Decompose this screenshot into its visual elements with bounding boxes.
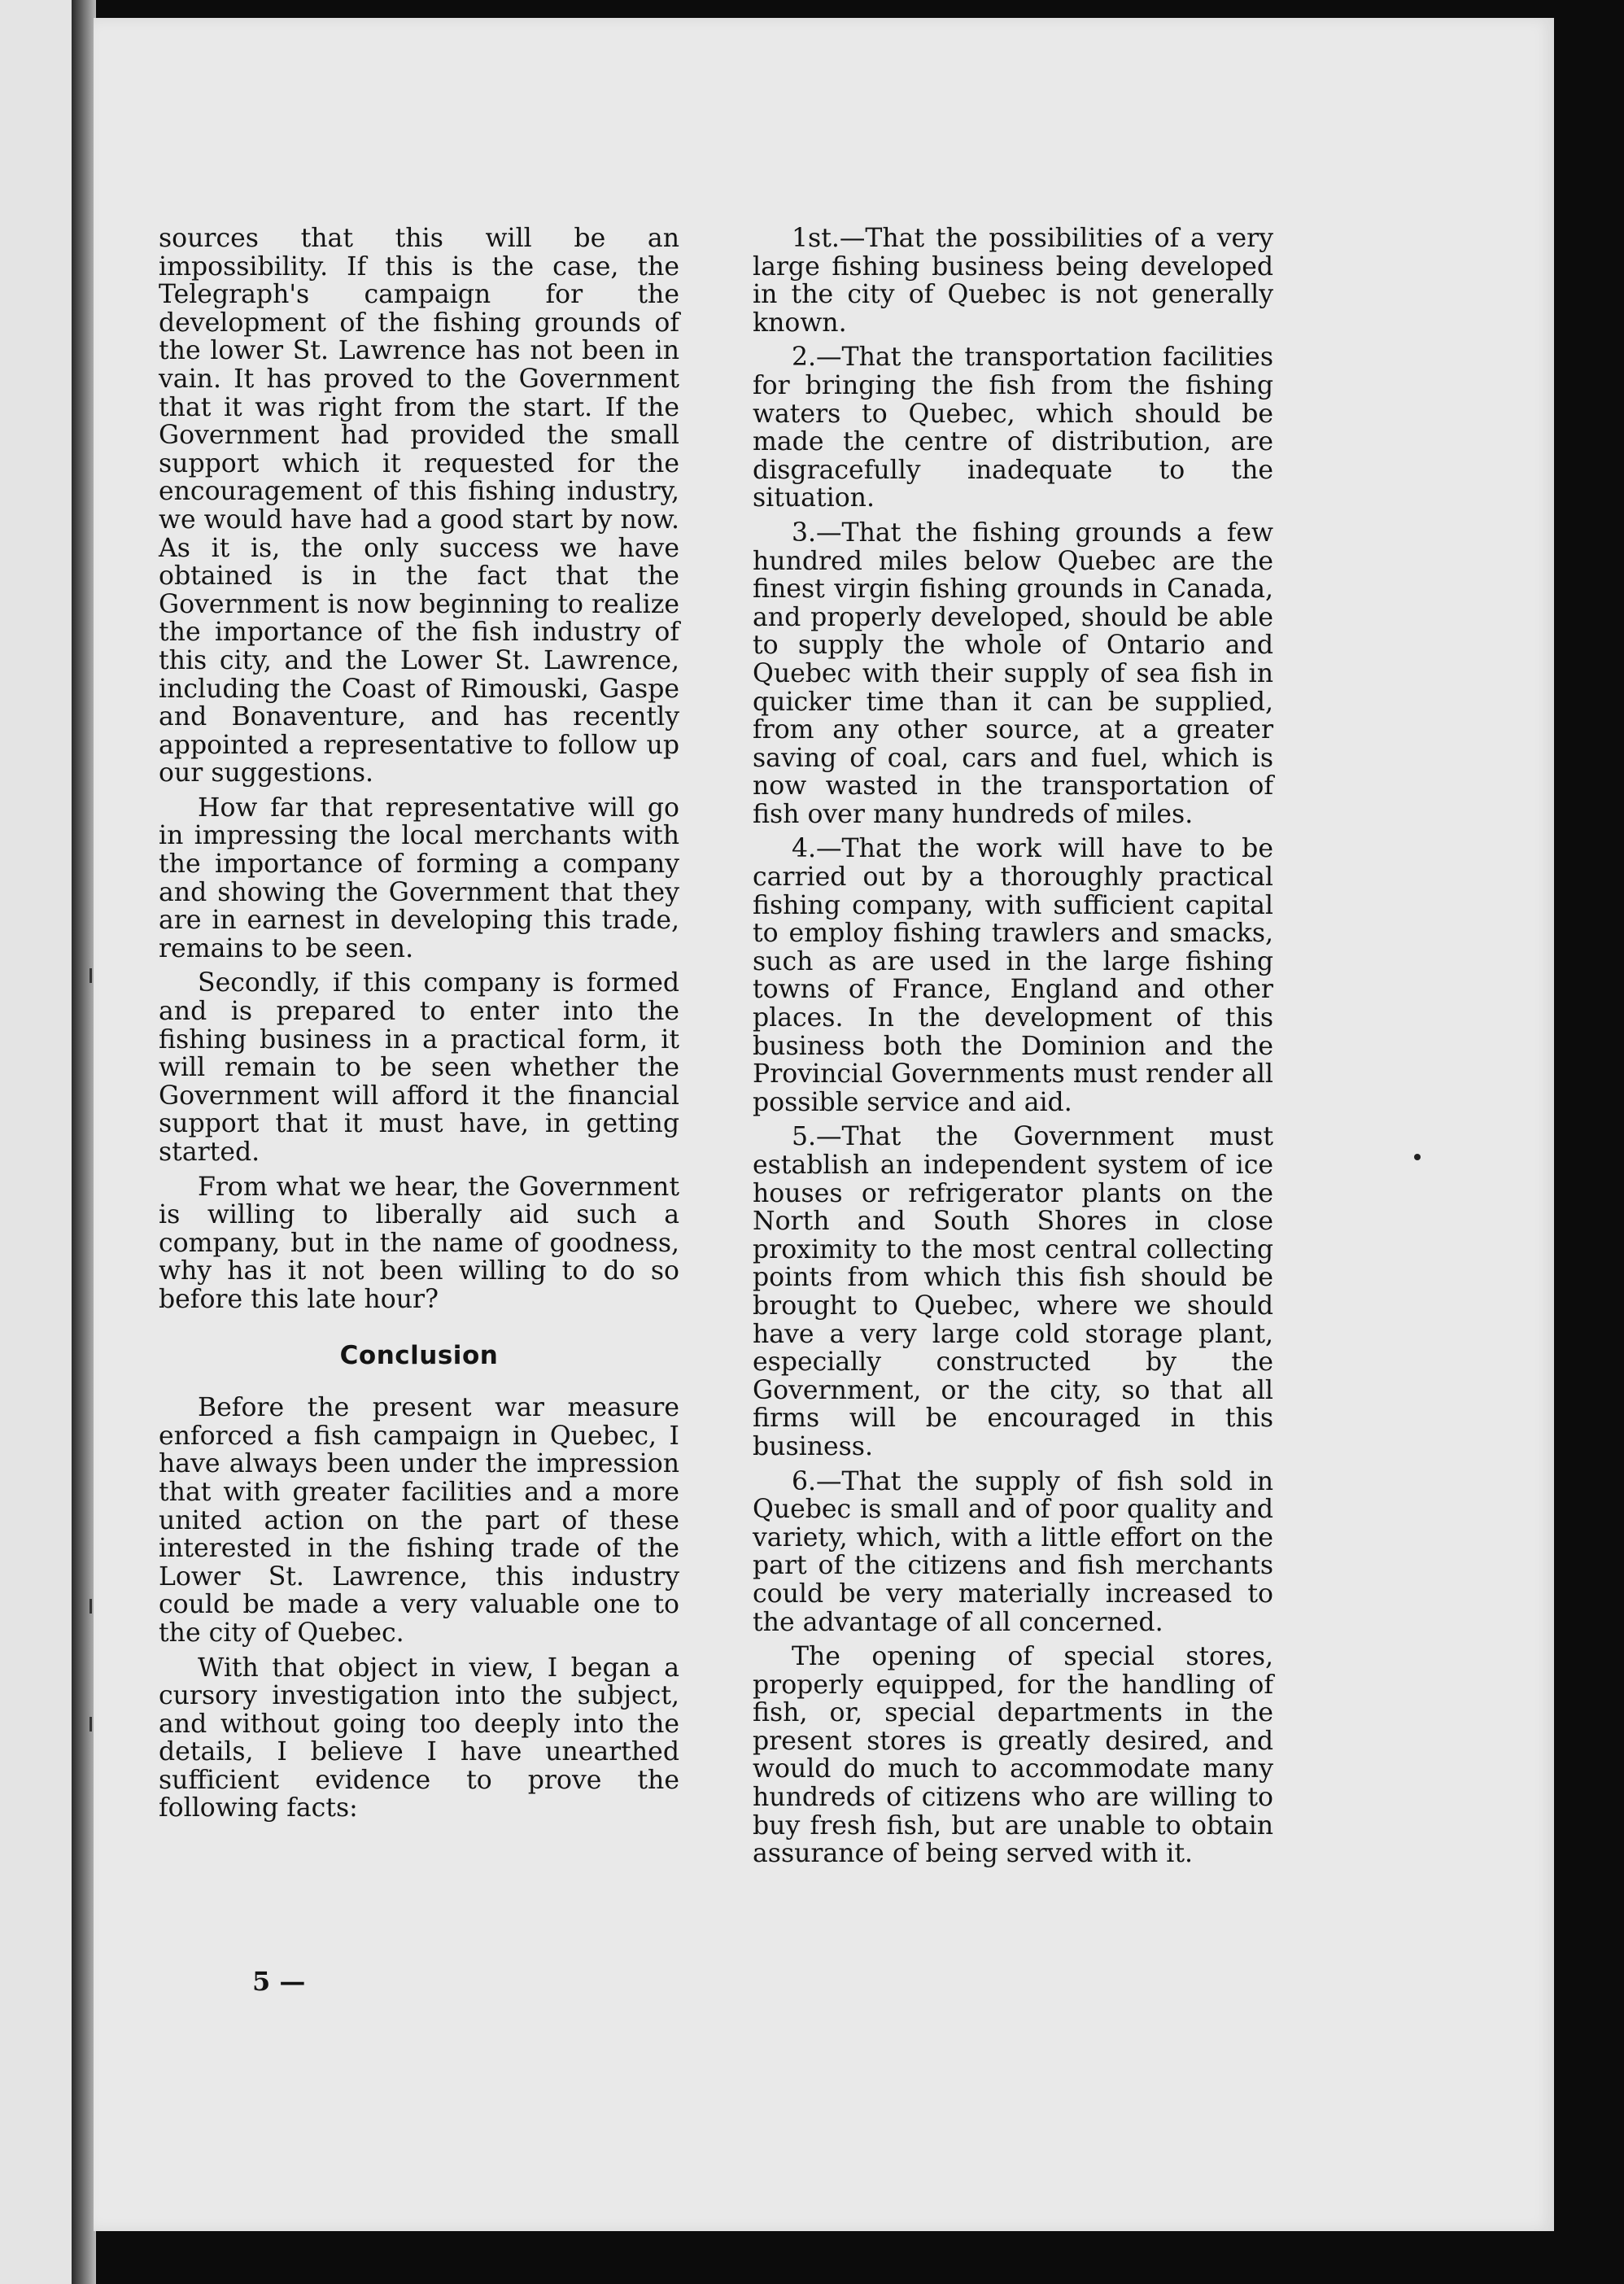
left-column bbox=[159, 225, 679, 1829]
paragraph: 2.—That the transportation facilities for bringing the fish from the fishing waters to Quebec, which should be made the centre of distribution, are disgracefully inadequate to the situation. bbox=[753, 343, 1273, 513]
punch-mark bbox=[89, 1717, 92, 1732]
paragraph: 4.—That the work will have to be carried out by a thoroughly practical fishing company, with sufficient capital to employ fishing trawlers and smacks, such as are used in the large fishing towns of France, England and other places. In the development of this business both the Dominion and the Provincial Governments must render all possible service and aid. bbox=[753, 834, 1273, 1117]
paragraph: Before the present war measure enforced a fish campaign in Quebec, I have always been under the impression that with greater facilities and a more united action on the part of these interested in the fishing trade of the Lower St. Lawrence, this industry could be made a very valuable one to the city of Quebec. bbox=[159, 1393, 679, 1648]
paragraph: With that object in view, I began a cursory investigation into the subject, and without going too deeply into the details, I believe I have unearthed sufficient evidence to prove the following facts: bbox=[159, 1653, 679, 1823]
paragraph: sources that this will be an impossibility. If this is the case, the Telegraph's campaign for the development of the fishing grounds of the lower St. Lawrence has not been in vain. It has proved to the Government that it was right from the start. If the Government had provided the small support which it requested for the encouragement of this fishing industry, we would have had a good start by now. As it is, the only success we have obtained is in the fact that the Government is now beginning to realize the importance of the fish industry of this city, and the Lower St. Lawrence, including the Coast of Rimouski, Gaspe and Bonaventure, and has recently appointed a representative to follow up our suggestions. bbox=[159, 224, 679, 788]
section-heading: Conclusion bbox=[339, 1340, 499, 1370]
speck-mark bbox=[1414, 1154, 1421, 1160]
punch-mark bbox=[89, 1599, 92, 1614]
punch-mark bbox=[89, 968, 92, 983]
paragraph: Secondly, if this company is formed and is prepared to enter into the fishing business in a practical form, it will remain to be seen whether the Government will afford it the financial support that it must have, in getting started. bbox=[159, 968, 679, 1167]
paragraph: 6.—That the supply of fish sold in Quebec is small and of poor quality and variety, which, with a little effort on the part of the citizens and fish merchants could be very materially increased to the advantage of all concerned. bbox=[753, 1466, 1273, 1637]
paragraph: 5.—That the Government must establish an independent system of ice houses or refrigerator plants on the North and South Shores in close proximity to the most central collecting points from which this fish should be brought to Quebec, where we should have a very large cold storage plant, especially constructed by the Government, or the city, so that all firms will be encouraged in this business. bbox=[753, 1122, 1273, 1461]
paragraph: The opening of special stores, properly equipped, for the handling of fish, or, special departments in the present stores is greatly desired, and would do much to accommodate many hundreds of citizens who are willing to buy fresh fish, but are unable to obtain assurance of being served with it. bbox=[753, 1642, 1273, 1869]
paragraph: 3.—That the fishing grounds a few hundred miles below Quebec are the finest virgin fishing grounds in Canada, and properly developed, should be able to supply the whole of Ontario and Quebec with their supply of sea fish in quicker time than it can be supplied, from any other source, at a greater saving of coal, cars and fuel, which is now wasted in the transportation of fish over many hundreds of miles. bbox=[753, 518, 1273, 829]
binding-gutter bbox=[72, 0, 96, 2284]
facing-page-edge bbox=[0, 0, 73, 2284]
page-number: 5 — bbox=[252, 1966, 306, 1997]
paragraph: How far that representative will go in impressing the local merchants with the importance of forming a company and showing the Government that they are in earnest in developing this trade, remains to be seen. bbox=[159, 793, 679, 963]
paragraph: From what we hear, the Government is willing to liberally aid such a company, but in the name of goodness, why has it not been willing to do so before this late hour? bbox=[159, 1172, 679, 1314]
right-column bbox=[753, 225, 1273, 1875]
paragraph: 1st.—That the possibilities of a very large fishing business being developed in the city of Quebec is not generally known. bbox=[753, 224, 1273, 338]
